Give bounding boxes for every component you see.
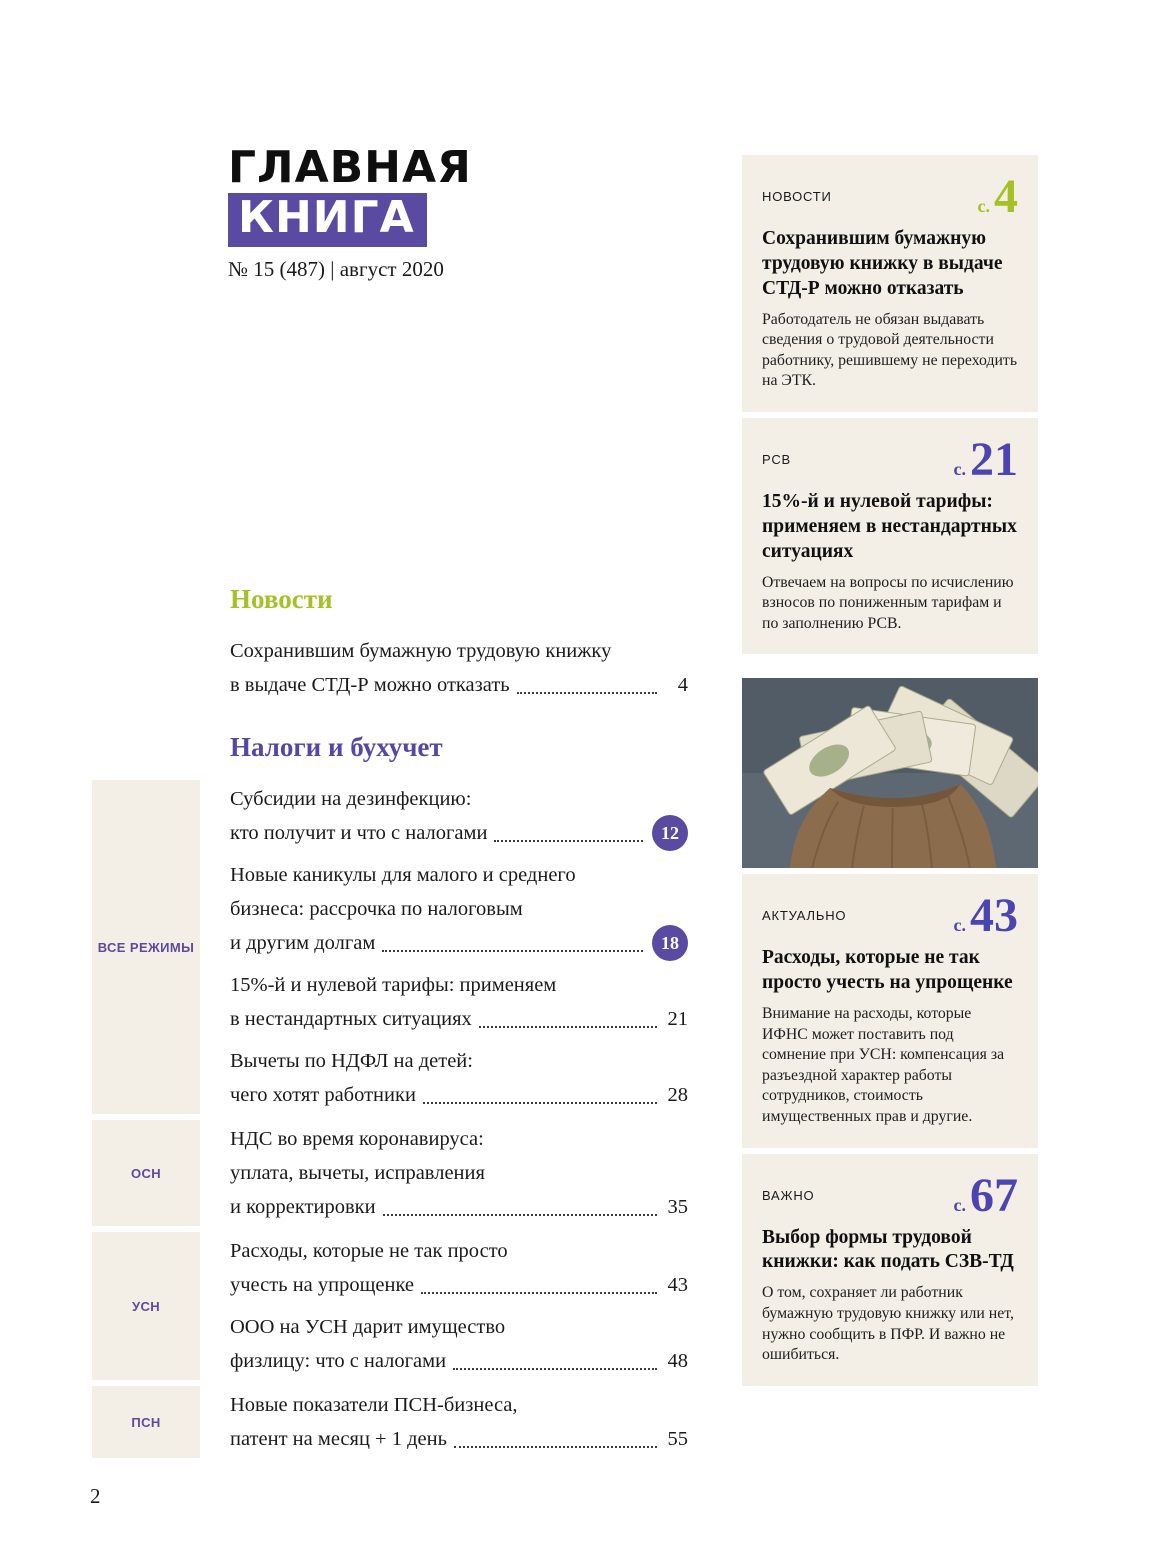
toc-entry[interactable] <box>230 1234 688 1302</box>
dotted-leader <box>494 840 643 842</box>
regime-label: ПСН <box>92 1386 200 1458</box>
entry-text: уплата, вычеты, исправления <box>230 1162 485 1184</box>
card-title: Сохранившим бумажную трудовую книжку в выдаче СТД-Р можно отказать <box>762 228 1003 299</box>
entry-text: Сохранившим бумажную трудовую книжку <box>230 640 612 662</box>
entry-text: бизнеса: рассрочка по налоговым <box>230 898 523 920</box>
card-page-number: 43 <box>970 889 1018 943</box>
toc-entry-line <box>230 1122 688 1156</box>
toc-entry-line <box>230 1156 688 1190</box>
entry-text: патент на месяц + 1 день <box>230 1428 447 1450</box>
toc-entry-line <box>230 858 688 892</box>
toc-entry-line <box>230 892 688 926</box>
highlight-card[interactable] <box>742 418 1038 654</box>
card-title: 15%-й и нулевой тарифы: применяем в нестандартных ситуациях <box>762 490 1017 562</box>
toc-entries <box>230 632 688 704</box>
regime-label-empty <box>92 632 200 704</box>
dotted-leader <box>423 1102 657 1104</box>
card-header <box>762 1168 1018 1222</box>
card-page-number: 4 <box>994 170 1018 223</box>
toc-entry[interactable] <box>230 858 688 960</box>
toc-entry-line <box>230 1002 688 1036</box>
card-page-ref <box>977 170 1019 223</box>
card-body-text: Работодатель не обязан выдавать сведения о трудовой деятельности работнику, решившему не переходить на ЭТК. <box>762 310 1018 390</box>
entry-text: и другим долгам <box>230 932 376 954</box>
page-badge: 18 <box>652 925 688 961</box>
dotted-leader <box>421 1292 657 1294</box>
magazine-logo <box>228 142 472 247</box>
toc-entry-line <box>230 1422 688 1456</box>
toc-entries <box>230 1120 688 1226</box>
toc-entry[interactable] <box>230 1388 688 1456</box>
card-header <box>762 432 1018 486</box>
toc-entry-line <box>230 926 688 960</box>
regime-label: УСН <box>92 1232 200 1380</box>
toc-section <box>92 730 688 1458</box>
toc-entry[interactable] <box>230 1044 688 1112</box>
dotted-leader <box>517 692 657 694</box>
highlight-card[interactable] <box>742 874 1038 1147</box>
page-number: 43 <box>667 1274 688 1296</box>
section-heading: Налоги и бухучет <box>230 732 443 762</box>
page-number: 35 <box>667 1196 688 1218</box>
card-page-prefix: с. <box>953 915 966 936</box>
card-page-ref <box>953 889 1019 943</box>
entry-text: чего хотят работники <box>230 1084 416 1106</box>
toc-entry[interactable] <box>230 1122 688 1224</box>
dotted-leader <box>479 1026 657 1028</box>
issue-line: № 15 (487) | август 2020 <box>228 257 444 281</box>
toc-group <box>92 1232 688 1380</box>
card-rubric-label: НОВОСТИ <box>762 189 832 204</box>
toc-entry-line <box>230 1310 688 1344</box>
toc-entries <box>230 1232 688 1380</box>
entry-text: Вычеты по НДФЛ на детей: <box>230 1050 473 1072</box>
entry-text: Новые показатели ПСН-бизнеса, <box>230 1394 518 1416</box>
page-badge: 12 <box>652 815 688 851</box>
card-header <box>762 889 1018 943</box>
entry-text: физлицу: что с налогами <box>230 1350 447 1372</box>
dotted-leader <box>453 1368 657 1370</box>
page-number: 55 <box>667 1428 688 1450</box>
toc-group <box>92 1386 688 1458</box>
toc-entry-line <box>230 1190 688 1224</box>
entry-text: в выдаче СТД-Р можно отказать <box>230 674 510 696</box>
highlight-card[interactable] <box>742 155 1038 412</box>
card-page-number: 67 <box>970 1168 1018 1222</box>
card-page-prefix: с. <box>953 458 966 479</box>
card-rubric-label: ВАЖНО <box>762 1187 815 1203</box>
toc-entry-line <box>230 668 688 702</box>
regime-label: ВСЕ РЕЖИМЫ <box>92 780 200 1114</box>
card-body-text: Отвечаем на вопросы по исчислению взносов по пониженным тарифам и по заполнению РСВ. <box>762 573 1014 632</box>
page-number: 28 <box>667 1084 688 1106</box>
masthead <box>228 142 472 282</box>
logo-word-glavnaya: ГЛАВНАЯ <box>228 142 472 193</box>
entry-text: кто получит и что с налогами <box>230 822 488 844</box>
card-title: Расходы, которые не так просто учесть на упрощенке <box>762 947 1013 994</box>
toc-entry[interactable] <box>230 968 688 1036</box>
toc-entry[interactable] <box>230 782 688 850</box>
dotted-leader <box>454 1446 657 1448</box>
highlight-card[interactable] <box>742 1154 1038 1386</box>
card-body-text: Внимание на расходы, которые ИФНС может поставить под сомнение при УСН: компенсация за разъездной характер работы сотрудников, стоимость имущественных прав и другие. <box>762 1005 1005 1125</box>
entry-text: и корректировки <box>230 1196 376 1218</box>
toc-entries <box>230 1386 688 1458</box>
section-heading: Новости <box>230 584 333 614</box>
toc-entry[interactable] <box>230 634 688 702</box>
logo-word-kniga: КНИГА <box>228 193 427 247</box>
toc-entry-line <box>230 1044 688 1078</box>
entry-text: учесть на упрощенке <box>230 1274 415 1296</box>
table-of-contents <box>92 582 688 1484</box>
entry-text: Новые каникулы для малого и среднего <box>230 864 576 886</box>
dotted-leader <box>383 1214 657 1216</box>
regime-label: ОСН <box>92 1120 200 1226</box>
toc-entry-line <box>230 968 688 1002</box>
entry-text: ООО на УСН дарит имущество <box>230 1316 506 1338</box>
card-page-number: 21 <box>970 432 1018 486</box>
toc-group <box>92 1120 688 1226</box>
card-page-ref <box>953 1168 1019 1222</box>
card-header <box>762 170 1018 223</box>
card-page-ref <box>953 432 1019 486</box>
money-sack-photo <box>742 678 1038 868</box>
entry-text: 15%-й и нулевой тарифы: применяем <box>230 974 557 996</box>
page-number-folio: 2 <box>90 1484 101 1508</box>
card-page-prefix: с. <box>977 196 990 216</box>
toc-entry-line <box>230 1234 688 1268</box>
toc-entry-line <box>230 1078 688 1112</box>
toc-entry[interactable] <box>230 1310 688 1378</box>
highlights-column <box>742 155 1038 1386</box>
toc-group <box>92 780 688 1114</box>
toc-entry-line <box>230 1344 688 1378</box>
toc-entry-line <box>230 634 688 668</box>
toc-entry-line <box>230 1268 688 1302</box>
dotted-leader <box>382 950 643 952</box>
page-number: 4 <box>677 674 688 696</box>
card-page-prefix: с. <box>953 1194 966 1215</box>
toc-entries <box>230 780 688 1114</box>
toc-section <box>92 582 688 704</box>
entry-text: Субсидии на дезинфекцию: <box>230 788 472 810</box>
page-number: 48 <box>667 1350 688 1372</box>
toc-entry-line <box>230 1388 688 1422</box>
entry-text: в нестандартных ситуациях <box>230 1008 472 1030</box>
card-title: Выбор формы трудовой книжки: как подать СЗВ-ТД <box>762 1226 1014 1273</box>
card-body-text: О том, сохраняет ли работник бумажную трудовую книжку или нет, нужно сообщить в ПФР. И важно не ошибиться. <box>762 1284 1014 1364</box>
entry-text: НДС во время коронавируса: <box>230 1128 484 1150</box>
card-rubric-label: РСВ <box>762 451 791 467</box>
toc-entry-line <box>230 816 688 850</box>
toc-group <box>92 632 688 704</box>
entry-text: Расходы, которые не так просто <box>230 1240 508 1262</box>
toc-entry-line <box>230 782 688 816</box>
card-rubric-label: АКТУАЛЬНО <box>762 908 847 924</box>
page-number: 21 <box>667 1008 688 1030</box>
